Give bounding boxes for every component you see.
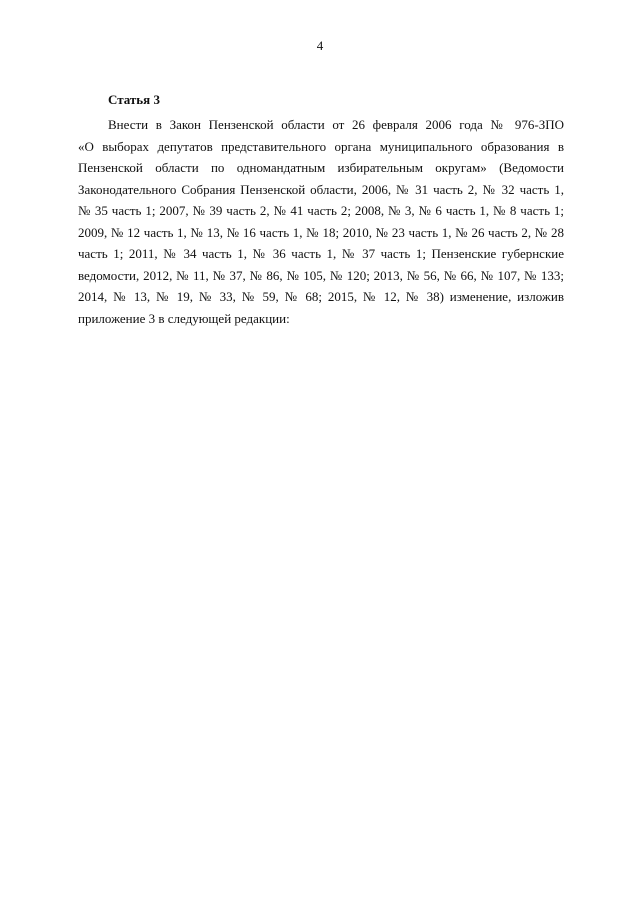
body-line: 2009, № 12 часть 1, № 13, № 16 часть 1, № 18; 2010, № 23 часть 1, № 26 часть 2, № 28 [78, 224, 564, 240]
body-line: № 35 часть 1; 2007, № 39 часть 2, № 41 часть 2; 2008, № 3, № 6 часть 1, № 8 часть 1; [78, 203, 564, 218]
page-number: 4 [316, 38, 324, 53]
article-title: Статья 3 [108, 92, 160, 107]
body-line: Законодательного Собрания Пензенской области, 2006, № 31 часть 2, № 32 часть 1, [78, 181, 564, 197]
body-line: часть 1; 2011, № 34 часть 1, № 36 часть 1, № 37 часть 1; Пензенские губернские [78, 246, 564, 261]
body-line: приложение 3 в следующей редакции: [78, 310, 290, 326]
article-body [78, 114, 564, 329]
body-line: «О выборах депутатов представительного органа муниципального образования в [78, 138, 564, 154]
body-line: Внести в Закон Пензенской области от 26 февраля 2006 года № 976-ЗПО [108, 117, 564, 132]
body-line: Пензенской области по одномандатным избирательным округам» (Ведомости [78, 160, 564, 175]
body-line: ведомости, 2012, № 11, № 37, № 86, № 105, № 120; 2013, № 56, № 66, № 107, № 133; [78, 267, 564, 283]
body-line: 2014, № 13, № 19, № 33, № 59, № 68; 2015, № 12, № 38) изменение, изложив [78, 289, 564, 304]
article-section [78, 89, 564, 329]
